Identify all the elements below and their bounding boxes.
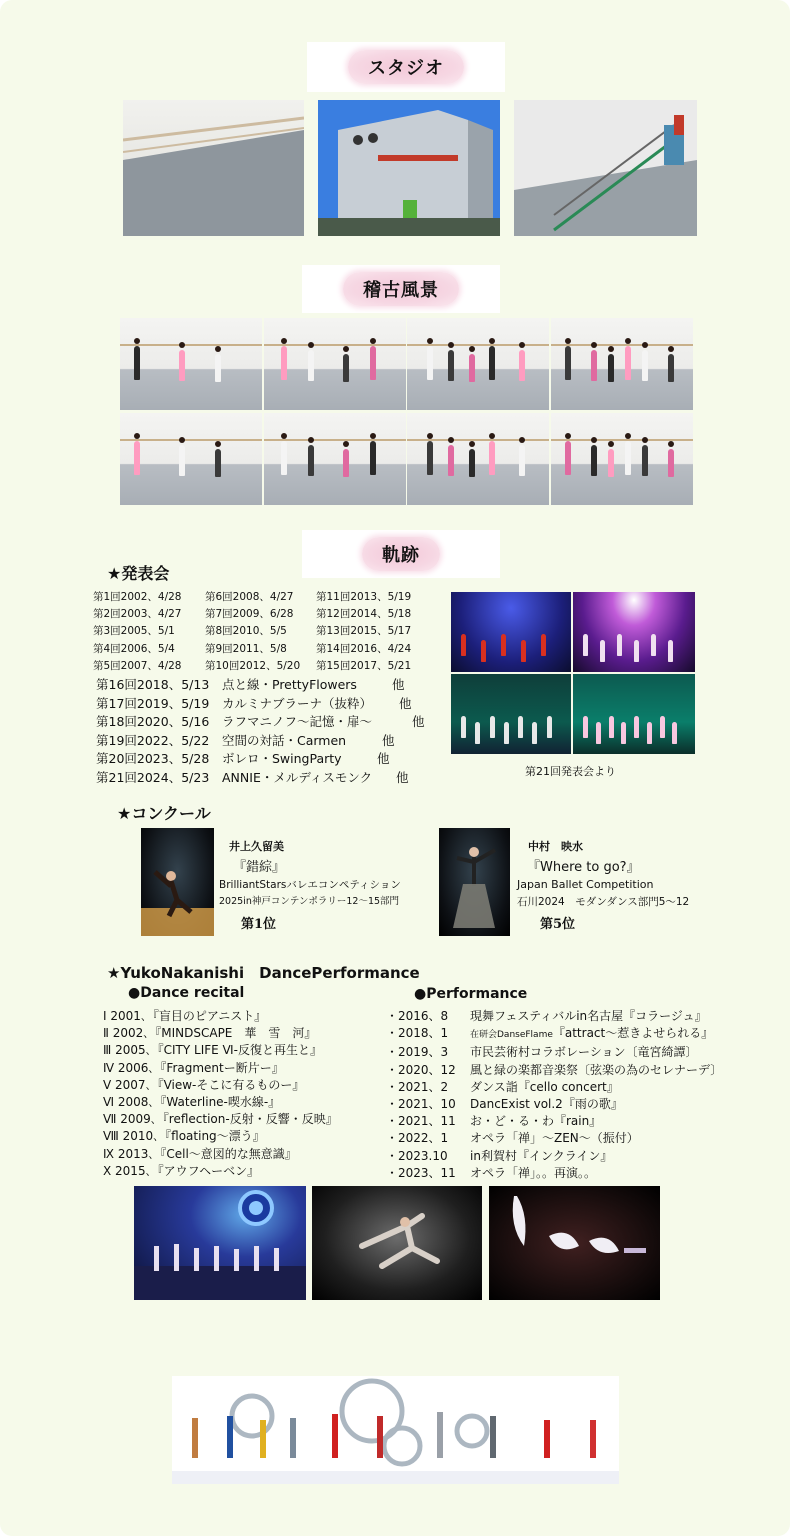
performance-text: 『attract～惹きよせられる』 <box>552 1026 714 1041</box>
recital-extra: 他 <box>399 695 412 711</box>
dancer-head <box>565 338 571 344</box>
dancer-head <box>469 346 475 352</box>
recital-entry: 第15回2017、5/21 <box>316 659 412 672</box>
stage-dancer <box>596 722 601 744</box>
stage-dancer <box>461 634 466 656</box>
studio-photo-interior <box>123 100 304 236</box>
stage-dancer <box>668 640 673 662</box>
performance-photo-2 <box>312 1186 482 1300</box>
recital-early-table <box>93 589 453 679</box>
dancer-head <box>448 342 454 348</box>
performance-text: 市民芸術村コラボレーション〔竜宮綺譚〕 <box>470 1045 698 1060</box>
dancer-figure <box>215 354 221 382</box>
recital-date: 第19回2022、5/22 <box>96 732 210 748</box>
recital-date: 第17回2019、5/19 <box>96 695 210 711</box>
concours-photo-1 <box>141 828 214 936</box>
stage-dancer <box>504 722 509 744</box>
dancer-figure <box>608 449 614 477</box>
recital-entry: 第14回2016、4/24 <box>316 642 412 655</box>
performance-heading: ●Performance <box>414 986 528 1002</box>
dancer-head <box>343 441 349 447</box>
concours-name-2: 中村 映水 <box>528 840 583 853</box>
dancer-figure <box>427 441 433 475</box>
performance-item <box>386 1130 722 1147</box>
performance-list <box>386 1008 722 1182</box>
dancer-head <box>215 441 221 447</box>
dancer-figure <box>215 449 221 477</box>
stage-dancer <box>583 716 588 738</box>
concours-competition-2a: Japan Ballet Competition <box>517 878 654 891</box>
group-banner-drawing <box>172 1376 619 1484</box>
stage-dancer <box>518 716 523 738</box>
performance-photo-2-drawing <box>312 1186 482 1300</box>
dancer-head <box>134 433 140 439</box>
performance-text: お・ど・る・わ『rain』 <box>470 1114 602 1129</box>
performance-text: DancExist vol.2『雨の歌』 <box>470 1097 623 1112</box>
barre <box>120 439 262 441</box>
stage-dancer <box>547 716 552 738</box>
recital-program: ラフマニノフ～記憶・扉～ <box>222 714 373 730</box>
stage-dancer <box>490 716 495 738</box>
concours-competition-1a: BrilliantStarsバレエコンペティション <box>219 879 401 891</box>
stage-dancer <box>651 634 656 656</box>
dancer-head <box>370 338 376 344</box>
dancer-figure <box>608 354 614 382</box>
stage-dancer <box>634 716 639 738</box>
dancer-head <box>642 342 648 348</box>
dancer-head <box>591 437 597 443</box>
practice-photo <box>120 413 262 505</box>
group-banner-photo <box>172 1376 619 1484</box>
recital-entry: 第3回2005、5/1 <box>93 625 175 638</box>
dancer-head <box>215 346 221 352</box>
stage-dancer <box>647 722 652 744</box>
concours-place-1: 第1位 <box>241 917 277 932</box>
practice-photo <box>120 318 262 410</box>
performance-date: ・2018、1 <box>386 1026 449 1041</box>
stage-dancer <box>481 640 486 662</box>
dancer-head <box>625 433 631 439</box>
recital-column-3 <box>316 589 411 675</box>
practice-title-box <box>302 265 500 313</box>
performance-date: ・2021、10 <box>386 1097 456 1112</box>
dancer-figure <box>370 441 376 475</box>
dancer-figure <box>308 445 314 476</box>
recital-program: ANNIE・メルディスモンク <box>222 769 373 785</box>
dancer-head <box>281 433 287 439</box>
recital-date: 第18回2020、5/16 <box>96 714 210 730</box>
studio-title-box <box>307 42 505 92</box>
dancer-head <box>642 437 648 443</box>
recital-extra: 他 <box>382 732 395 748</box>
stage-dancer <box>475 722 480 744</box>
practice-photo <box>551 318 693 410</box>
recital-entry: 第6回2008、4/27 <box>205 591 294 603</box>
dancer-head <box>668 346 674 352</box>
performance-item <box>386 1096 722 1113</box>
stage-dancer <box>609 716 614 738</box>
dancer-head <box>308 437 314 443</box>
practice-title: 稽古風景 <box>343 272 459 306</box>
dance-recital-list <box>103 1008 338 1180</box>
performance-date: ・2023、11 <box>386 1165 456 1180</box>
dancer-head <box>519 437 525 443</box>
performance-photo-3-drawing <box>489 1186 660 1300</box>
recital-extra: 他 <box>396 769 409 785</box>
dancer-head <box>427 433 433 439</box>
recital-program: ボレロ・SwingParty <box>222 751 342 767</box>
dancer-head <box>448 437 454 443</box>
performance-date: ・2016、8 <box>386 1009 449 1023</box>
recital-recent-row <box>96 695 425 714</box>
dancer-head <box>591 342 597 348</box>
concours-competition-1b: 2025in神戸コンテンポラリー12～15部門 <box>219 896 400 907</box>
dancer-head <box>343 346 349 352</box>
studio-interior-drawing <box>123 100 304 236</box>
stage-dancer <box>461 716 466 738</box>
performance-text: オペラ「禅」。。再演。。 <box>470 1165 597 1180</box>
dancer-figure <box>179 445 185 476</box>
dancer-figure <box>343 449 349 477</box>
dancer-head <box>179 437 185 443</box>
yuko-heading: ★YukoNakanishi DancePerformance <box>107 964 420 982</box>
recital-date: 第20回2023、5/28 <box>96 751 210 767</box>
performance-item <box>386 1008 722 1025</box>
dancer-head <box>281 338 287 344</box>
performance-item <box>386 1148 722 1165</box>
performance-text: 風と緑の楽都音楽祭〔弦楽の為のセレナーデ〕 <box>470 1062 723 1077</box>
dancer-figure <box>343 354 349 382</box>
dancer-figure <box>469 449 475 477</box>
recital-photo-caption: 第21回発表会より <box>525 765 616 778</box>
performance-item <box>386 1079 722 1096</box>
dance-recital-item: Ⅵ 2008､『Waterline-喫水線-』 <box>103 1095 281 1110</box>
dancer-figure <box>489 441 495 475</box>
stage-dancer <box>621 722 626 744</box>
dancer-figure <box>625 346 631 380</box>
recital-entry: 第8回2010、5/5 <box>205 625 287 638</box>
recital-column-2 <box>205 589 300 675</box>
performance-item <box>386 1113 722 1130</box>
dance-recital-item: Ⅸ 2013､『Cell～意図的な無意識』 <box>103 1146 297 1161</box>
performance-photo-1-drawing <box>134 1186 306 1300</box>
dancer-figure <box>565 346 571 380</box>
recital-entry: 第13回2015、5/17 <box>316 625 412 638</box>
recital-photo-1 <box>451 592 571 672</box>
dance-recital-item: Ⅹ 2015､『アウフヘーベン』 <box>103 1163 260 1178</box>
recital-extra: 他 <box>412 714 425 730</box>
dancer-figure <box>668 449 674 477</box>
dance-recital-item: Ⅷ 2010､『floating～漂う』 <box>103 1129 265 1144</box>
recital-recent-row <box>96 676 425 695</box>
dancer-figure <box>134 346 140 380</box>
dancer-head <box>179 342 185 348</box>
performance-text: ダンス詣『cello concert』 <box>470 1079 619 1094</box>
dance-recital-item: Ⅴ 2007､『View-そこに有るものー』 <box>103 1077 305 1092</box>
dancer-head <box>668 441 674 447</box>
stage-dancer <box>672 722 677 744</box>
dancer-figure <box>489 346 495 380</box>
recital-date: 第16回2018、5/13 <box>96 677 210 692</box>
dancer-figure <box>591 445 597 476</box>
dancer-figure <box>370 346 376 380</box>
dancer-figure <box>308 350 314 381</box>
recital-entry: 第7回2009、6/28 <box>205 608 294 621</box>
practice-photo <box>407 413 549 505</box>
performance-date: ・2021、2 <box>386 1079 449 1094</box>
practice-photo <box>407 318 549 410</box>
stage-dancer <box>521 640 526 662</box>
dancer-head <box>308 342 314 348</box>
performance-text: in利賀村『インクライン』 <box>470 1148 613 1163</box>
concours-dancer-2-drawing <box>439 828 510 936</box>
dancer-figure <box>642 445 648 476</box>
recital-program: 空間の対話・Carmen <box>222 732 347 748</box>
performance-photo-1 <box>134 1186 306 1300</box>
stage-dancer <box>660 716 665 738</box>
dancer-figure <box>642 350 648 381</box>
recital-extra: 他 <box>377 751 390 767</box>
recital-entry: 第11回2013、5/19 <box>316 591 412 603</box>
history-title-box <box>302 530 500 578</box>
performance-text: 現舞フェスティバルin名古屋『コラージュ』 <box>470 1009 707 1023</box>
practice-photo <box>264 318 406 410</box>
dancer-figure <box>179 350 185 381</box>
recital-program: カルミナブラーナ（抜粋） <box>222 695 373 711</box>
concours-name-1: 井上久留美 <box>229 840 284 853</box>
stage-dancer <box>617 634 622 656</box>
dancer-figure <box>469 354 475 382</box>
recital-extra: 他 <box>392 677 405 692</box>
dancer-head <box>427 338 433 344</box>
dancer-figure <box>519 445 525 476</box>
performance-date: ・2019、3 <box>386 1045 449 1060</box>
studio-building-drawing <box>318 100 500 236</box>
dancer-figure <box>591 350 597 381</box>
dancer-figure <box>448 445 454 476</box>
performance-item <box>386 1044 722 1061</box>
concours-heading: ★コンクール <box>117 804 211 823</box>
recital-heading: ★発表会 <box>107 564 170 583</box>
dancer-figure <box>281 346 287 380</box>
performance-item <box>386 1025 722 1044</box>
stage-dancer <box>634 640 639 662</box>
performance-item <box>386 1165 722 1182</box>
stage-dancer <box>541 634 546 656</box>
recital-entry: 第12回2014、5/18 <box>316 608 412 621</box>
recital-entry: 第2回2003、4/27 <box>93 608 182 621</box>
dancer-head <box>565 433 571 439</box>
dance-recital-item: Ⅰ 2001､『盲目のピアニスト』 <box>103 1009 267 1023</box>
dancer-figure <box>625 441 631 475</box>
recital-recent-row <box>96 769 425 788</box>
recital-recent-row <box>96 750 425 769</box>
studio-photo-building <box>318 100 500 236</box>
dancer-head <box>370 433 376 439</box>
recital-entry: 第4回2006、5/4 <box>93 642 175 655</box>
studio-stairs-drawing <box>514 100 697 236</box>
recital-program: 点と線・PrettyFlowers <box>222 677 357 692</box>
stage-dancer <box>532 722 537 744</box>
performance-text: オペラ「禅」～ZEN～（振付） <box>470 1131 639 1146</box>
dancer-head <box>519 342 525 348</box>
dancer-figure <box>281 441 287 475</box>
concours-place-2: 第5位 <box>540 917 576 932</box>
dance-recital-item: Ⅱ 2002､『MINDSCAPE 華 雪 河』 <box>103 1026 317 1041</box>
concours-dancer-1-drawing <box>141 828 214 936</box>
recital-recent-row <box>96 732 425 751</box>
performance-date: ・2020、12 <box>386 1062 456 1077</box>
dancer-figure <box>565 441 571 475</box>
recital-entry: 第5回2007、4/28 <box>93 659 182 672</box>
studio-photo-stairs <box>514 100 697 236</box>
practice-photo <box>551 413 693 505</box>
dancer-figure <box>519 350 525 381</box>
recital-entry: 第1回2002、4/28 <box>93 591 182 603</box>
dancer-head <box>625 338 631 344</box>
concours-piece-2: 『Where to go?』 <box>527 860 640 875</box>
recital-recent-row <box>96 713 425 732</box>
dancer-head <box>608 441 614 447</box>
recital-entry: 第9回2011、5/8 <box>205 642 287 655</box>
recital-column-1 <box>93 589 181 675</box>
stage-dancer <box>600 640 605 662</box>
dance-recital-item: Ⅳ 2006､『Fragmentー断片ー』 <box>103 1060 284 1075</box>
performance-photo-3 <box>489 1186 660 1300</box>
dancer-head <box>469 441 475 447</box>
performance-date: ・2021、11 <box>386 1114 456 1129</box>
dance-recital-item: Ⅲ 2005､『CITY LIFE Ⅵ-反復と再生と』 <box>103 1043 322 1058</box>
concours-photo-2 <box>439 828 510 936</box>
dancer-figure <box>668 354 674 382</box>
dance-recital-item: Ⅶ 2009､『reflection-反射・反響・反映』 <box>103 1112 338 1127</box>
concours-piece-1: 『錯綜』 <box>233 860 286 875</box>
recital-recent-table <box>96 676 425 788</box>
dance-recital-heading: ●Dance recital <box>128 985 245 1001</box>
dancer-figure <box>427 346 433 380</box>
practice-photo <box>264 413 406 505</box>
performance-date: ・2022、1 <box>386 1131 449 1146</box>
recital-date: 第21回2024、5/23 <box>96 769 210 785</box>
recital-photo-3 <box>451 674 571 754</box>
barre <box>120 344 262 346</box>
dancer-figure <box>448 350 454 381</box>
stage-dancer <box>501 634 506 656</box>
history-title: 軌跡 <box>362 537 440 571</box>
stage-dancer <box>583 634 588 656</box>
performance-date: ・2023.10 <box>386 1148 448 1163</box>
recital-entry: 第10回2012、5/20 <box>205 659 301 672</box>
concours-competition-2b: 石川2024 モダンダンス部門5～12 <box>517 896 690 908</box>
performance-item <box>386 1062 722 1079</box>
performance-prefix: 在研会DanseFlame <box>470 1030 553 1041</box>
dancer-head <box>134 338 140 344</box>
studio-title: スタジオ <box>348 50 464 84</box>
dancer-figure <box>134 441 140 475</box>
dancer-head <box>608 346 614 352</box>
